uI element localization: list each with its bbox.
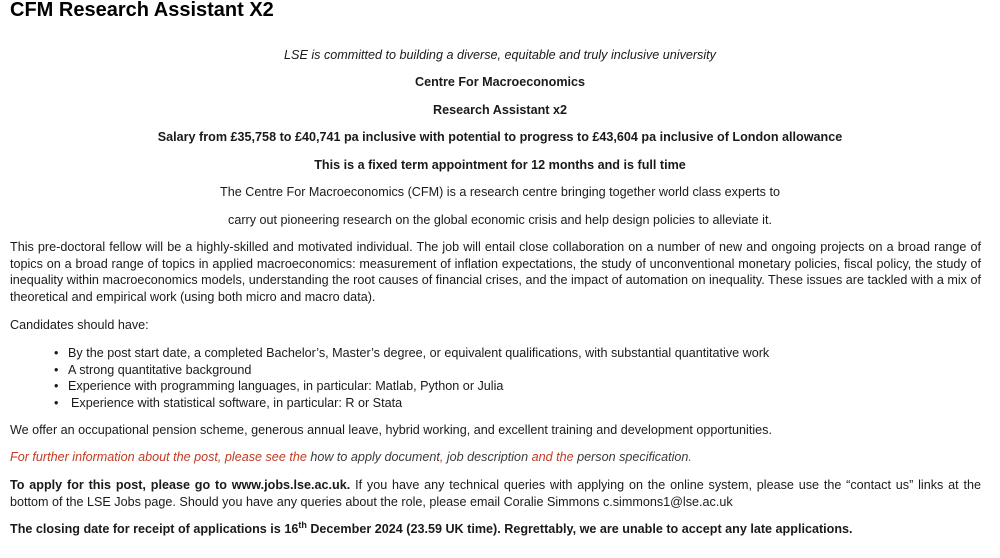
- requirements-list: [68, 345, 769, 411]
- candidates-heading: Candidates should have:: [10, 318, 149, 332]
- role-title: Research Assistant x2: [433, 103, 567, 117]
- centre-intro-line-2: carry out pioneering research on the global economic crisis and help design policies to alleviate it.: [228, 213, 772, 227]
- apply-lead: To apply for this post, please go to: [10, 478, 232, 492]
- list-item: • Experience with statistical software, in particular: R or Stata: [68, 395, 769, 412]
- page-title: CFM Research Assistant X2: [10, 0, 274, 21]
- how-to-apply-link[interactable]: how to apply document: [310, 450, 440, 464]
- jobs-site-link[interactable]: www.jobs.lse.ac.uk: [231, 478, 347, 492]
- further-info: [10, 449, 692, 466]
- list-item: • By the post start date, a completed Bachelor’s, Master’s degree, or equivalent qualifications, with substantial quantitative work: [68, 345, 769, 362]
- role-description: This pre-doctoral fellow will be a highly-skilled and motivated individual. The job will entail close collaboration on a number of new and ongoing projects on a broad range of topics on a broad range of topics in applied macroeconomics: measurement of inflation expectations, the study of unconventional monetary policies, fiscal policy, the study of inequality within macroeconomics models, understanding the root causes of financial crises, and the impact of automation on inequality. These issues are tackled with a mix of theoretical and empirical work (using both micro and macro data).: [10, 240, 981, 304]
- closing-date: [10, 521, 853, 538]
- separator-text: ,: [439, 450, 447, 464]
- closing-text-1: The closing date for receipt of applications is 16: [10, 522, 299, 536]
- and-the-text: and the: [528, 450, 578, 464]
- benefits-line: We offer an occupational pension scheme, generous annual leave, hybrid working, and excellent training and development opportunities.: [10, 423, 772, 437]
- centre-name: Centre For Macroeconomics: [414, 75, 586, 89]
- apply-rest: If you have any technical queries with applying on the online system, please use the “contact us” links at the bottom of the LSE Jobs page. Should you have any queries about the role, please email Coralie Simmons c.simmons1@lse.ac.uk: [10, 478, 981, 509]
- period-text: .: [688, 450, 692, 464]
- salary-line: Salary from £35,758 to £40,741 pa inclusive with potential to progress to £43,604 pa inclusive of London allowance: [157, 130, 843, 144]
- person-specification-link[interactable]: person specification: [577, 450, 689, 464]
- job-description-link[interactable]: job description: [446, 450, 529, 464]
- term-line: This is a fixed term appointment for 12 months and is full time: [314, 158, 686, 172]
- list-item: • A strong quantitative background: [68, 362, 769, 379]
- closing-text-2: December 2024 (23.59 UK time). Regrettably, we are unable to accept any late applications.: [306, 522, 853, 536]
- list-item: • Experience with programming languages, in particular: Matlab, Python or Julia: [68, 378, 769, 395]
- further-info-text: For further information about the post, please see the: [10, 450, 311, 464]
- inclusion-statement: LSE is committed to building a diverse, equitable and truly inclusive university: [284, 48, 716, 62]
- apply-url-period: .: [346, 478, 351, 492]
- apply-instructions: [10, 477, 981, 510]
- ordinal-suffix: th: [298, 519, 307, 530]
- centre-intro-line-1: The Centre For Macroeconomics (CFM) is a research centre bringing together world class experts to: [220, 185, 780, 199]
